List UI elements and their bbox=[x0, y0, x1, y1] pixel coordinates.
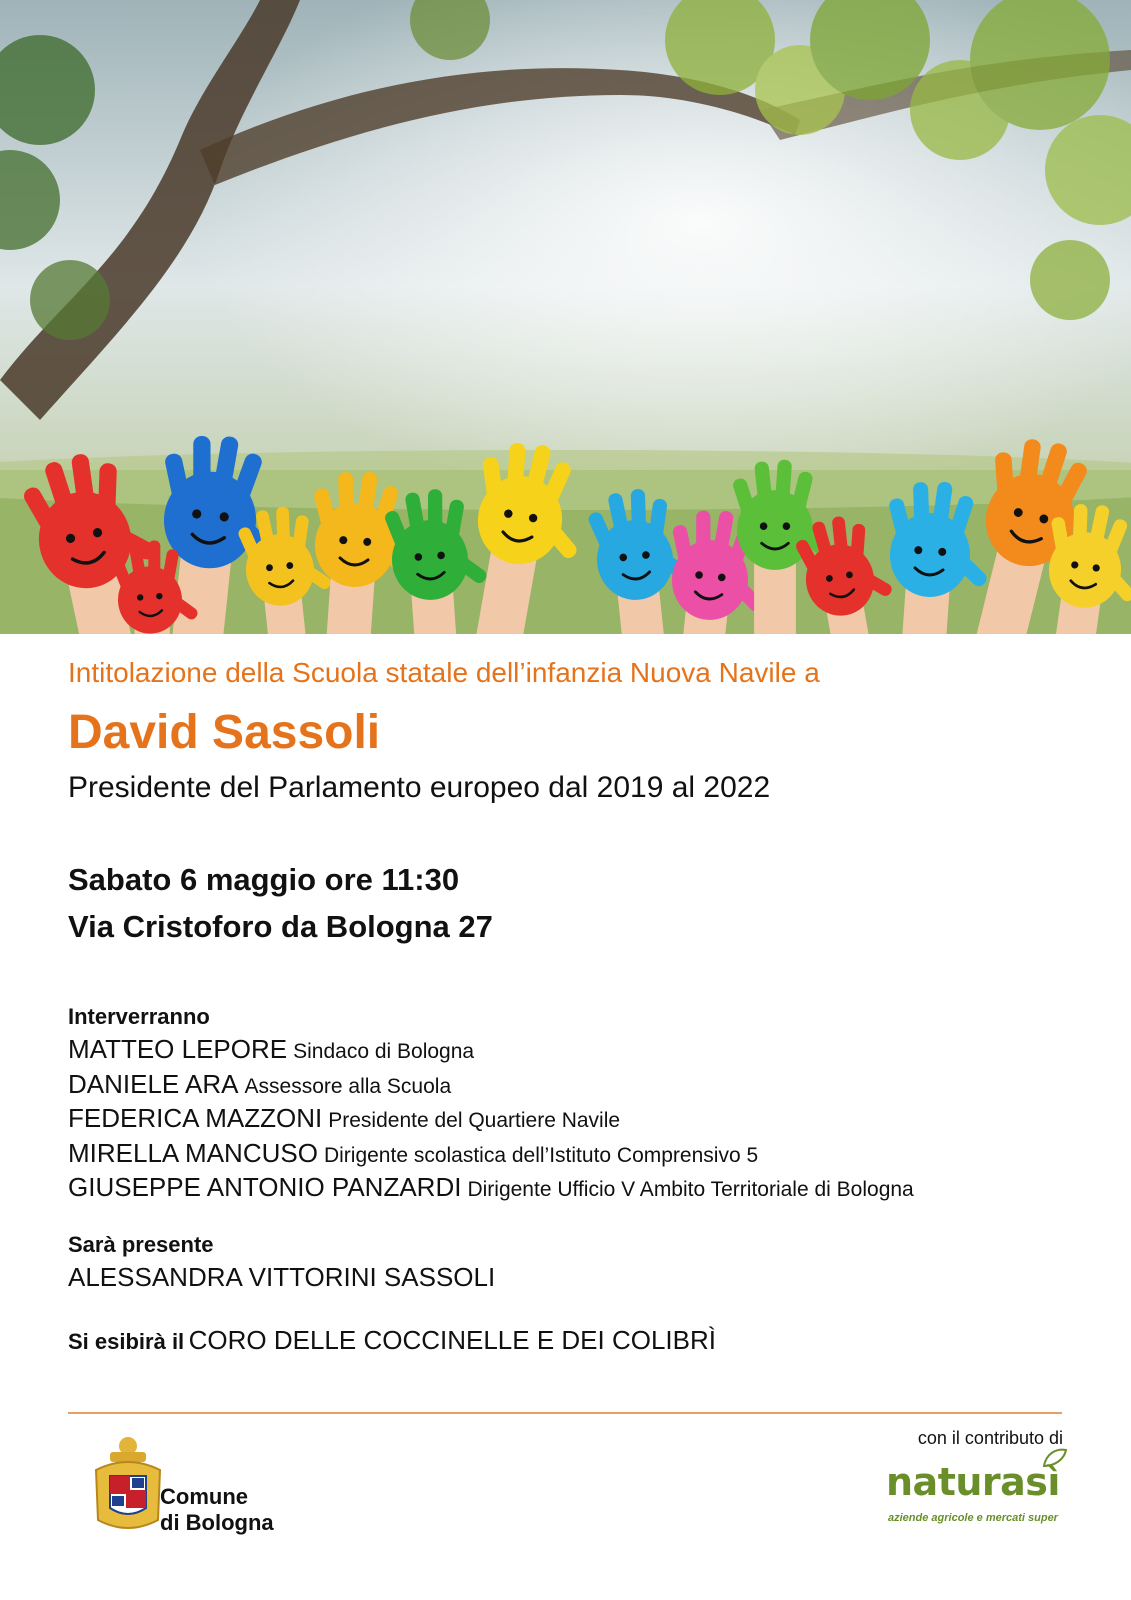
present-label: Sarà presente bbox=[68, 1232, 214, 1257]
contribution-label: con il contributo di bbox=[917, 1428, 1063, 1448]
speaker-name: MIRELLA MANCUSO bbox=[68, 1137, 318, 1168]
choir-lead-text: Si esibirà il bbox=[68, 1329, 185, 1354]
speakers-label: Interverranno bbox=[68, 1004, 210, 1029]
speaker-name: MATTEO LEPORE bbox=[68, 1034, 288, 1064]
present-guest-name: ALESSANDRA VITTORINI SASSOLI bbox=[68, 1262, 496, 1292]
comune-label-line2: di Bologna bbox=[160, 1510, 274, 1535]
painted-hands-row bbox=[0, 0, 1131, 634]
speaker-item bbox=[68, 1103, 914, 1138]
choir-name: CORO DELLE COCCINELLE E DEI COLIBRÌ bbox=[188, 1325, 716, 1355]
naturasi-tagline: aziende agricole e mercati super bbox=[888, 1512, 1058, 1524]
hero-photo-children-painted-hands bbox=[0, 0, 1131, 634]
speaker-role: Dirigente scolastica dell’Istituto Comprensivo 5 bbox=[323, 1143, 759, 1167]
speaker-role: Sindaco di Bologna bbox=[293, 1040, 475, 1063]
painted-hand bbox=[382, 485, 497, 634]
painted-hand bbox=[447, 435, 597, 634]
speaker-item bbox=[68, 1069, 914, 1104]
comune-di-bologna-label bbox=[160, 1484, 274, 1536]
event-address: Via Cristoforo da Bologna 27 bbox=[68, 909, 493, 944]
footer-divider bbox=[68, 1412, 1062, 1414]
painted-hand bbox=[874, 478, 996, 634]
event-date-time: Sabato 6 maggio ore 11:30 bbox=[68, 862, 460, 897]
comune-label-line1: Comune bbox=[160, 1484, 248, 1509]
speaker-item bbox=[68, 1172, 914, 1207]
speaker-role: Assessore alla Scuola bbox=[244, 1074, 452, 1098]
honoree-role: Presidente del Parlamento europeo dal 2019 al 2022 bbox=[68, 771, 771, 804]
speaker-name: DANIELE ARA bbox=[68, 1068, 239, 1099]
speaker-name: FEDERICA MAZZONI bbox=[68, 1103, 323, 1133]
leaf-icon bbox=[1040, 1446, 1070, 1470]
speaker-role: Presidente del Quartiere Navile bbox=[328, 1109, 621, 1132]
speaker-name: GIUSEPPE ANTONIO PANZARDI bbox=[68, 1172, 462, 1202]
speaker-item bbox=[68, 1138, 914, 1173]
speaker-role: Dirigente Ufficio V Ambito Territoriale di Bologna bbox=[467, 1178, 914, 1201]
speakers-list bbox=[68, 1034, 914, 1207]
choir-line bbox=[68, 1325, 716, 1356]
honoree-name: David Sassoli bbox=[68, 706, 381, 759]
naturasi-logo-wordmark: naturasì bbox=[886, 1460, 1060, 1504]
event-subtitle: Intitolazione della Scuola statale dell’infanzia Nuova Navile a bbox=[68, 657, 820, 688]
speaker-item bbox=[68, 1034, 914, 1069]
bologna-coat-of-arms-icon bbox=[88, 1432, 168, 1542]
